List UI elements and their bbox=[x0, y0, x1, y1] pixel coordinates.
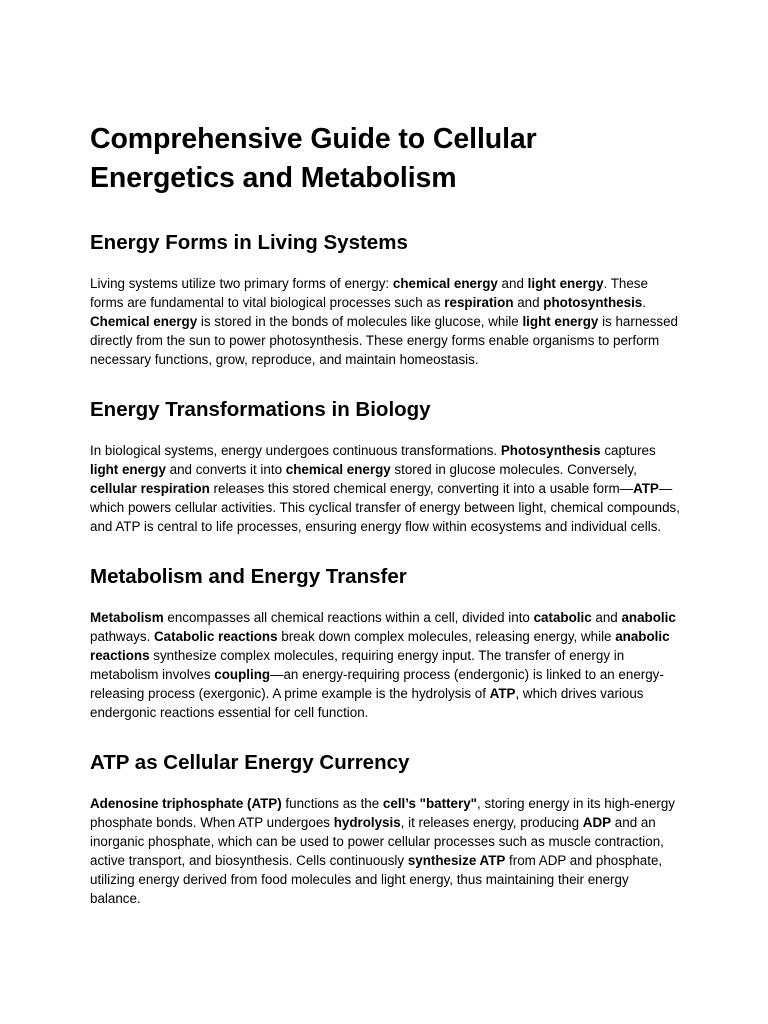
text-run: pathways. bbox=[90, 629, 155, 644]
text-run: . These forms are fundamental to vital biological processes such as bbox=[90, 276, 648, 310]
section-energy-transformations bbox=[90, 396, 680, 536]
bold-term: Catabolic reactions bbox=[154, 629, 278, 644]
section-metabolism bbox=[90, 563, 680, 722]
section-heading: Metabolism and Energy Transfer bbox=[90, 565, 407, 588]
bold-term: catabolic bbox=[533, 610, 592, 625]
bold-term: Adenosine triphosphate (ATP) bbox=[90, 796, 282, 811]
bold-term: synthesize ATP bbox=[407, 853, 506, 868]
bold-term: light energy bbox=[90, 462, 166, 477]
section-heading: ATP as Cellular Energy Currency bbox=[90, 751, 410, 774]
bold-term: light energy bbox=[527, 276, 604, 291]
bold-term: anabolic reactions bbox=[90, 629, 670, 663]
text-run: In biological systems, energy undergoes continuous transformations. bbox=[90, 443, 501, 458]
section-heading: Energy Forms in Living Systems bbox=[90, 231, 408, 254]
text-run: , which drives various endergonic reactions essential for cell function. bbox=[90, 686, 644, 720]
text-run: and bbox=[591, 610, 622, 625]
bold-term: coupling bbox=[214, 667, 271, 682]
bold-term: Chemical energy bbox=[90, 314, 198, 329]
bold-term: cell’s "battery" bbox=[382, 796, 477, 811]
section-paragraph bbox=[90, 274, 680, 369]
text-run: and bbox=[513, 295, 544, 310]
text-run: and an inorganic phosphate, which can be used to power cellular processes such as muscle contraction, active transport, and biosynthesis. Cells continuously bbox=[90, 815, 664, 868]
bold-term: ATP bbox=[489, 686, 516, 701]
text-run: , storing energy in its high-energy phosphate bonds. When ATP undergoes bbox=[90, 796, 675, 830]
bold-term: ATP bbox=[633, 481, 659, 496]
text-run: , it releases energy, producing bbox=[400, 815, 583, 830]
text-run: Living systems utilize two primary forms of energy: bbox=[90, 276, 393, 291]
text-run: —an energy-requiring process (endergonic) is linked to an energy-releasing process (exergonic). A prime example is the hydrolysis of bbox=[90, 667, 664, 701]
text-run: . bbox=[642, 295, 646, 310]
text-run: and bbox=[497, 276, 528, 291]
text-run: and converts it into bbox=[165, 462, 286, 477]
bold-term: ADP bbox=[582, 815, 612, 830]
section-paragraph bbox=[90, 441, 680, 536]
bold-term: chemical energy bbox=[392, 276, 498, 291]
section-atp bbox=[90, 749, 680, 908]
text-run: synthesize complex molecules, requiring energy input. The transfer of energy in metabolism involves bbox=[90, 648, 625, 682]
page-title: Comprehensive Guide to Cellular Energetics and Metabolism bbox=[90, 123, 537, 194]
document-page bbox=[90, 120, 680, 935]
text-run: functions as the bbox=[281, 796, 383, 811]
bold-term: chemical energy bbox=[285, 462, 391, 477]
bold-term: respiration bbox=[444, 295, 514, 310]
section-paragraph bbox=[90, 794, 680, 908]
section-energy-forms bbox=[90, 229, 680, 369]
text-run: is harnessed directly from the sun to power photosynthesis. These energy forms enable organisms to perform necessary functions, grow, reproduce, and maintain homeostasis. bbox=[90, 314, 679, 367]
text-run: break down complex molecules, releasing energy, while bbox=[277, 629, 616, 644]
section-paragraph bbox=[90, 608, 680, 722]
bold-term: photosynthesis bbox=[543, 295, 643, 310]
text-run: —which powers cellular activities. This cyclical transfer of energy between light, chemical compounds, and ATP is central to life processes, ensuring energy flow within ecosystems and individual cells. bbox=[90, 481, 680, 534]
section-heading: Energy Transformations in Biology bbox=[90, 398, 431, 421]
bold-term: light energy bbox=[522, 314, 599, 329]
text-run: releases this stored chemical energy, converting it into a usable form— bbox=[209, 481, 634, 496]
text-run: encompasses all chemical reactions within a cell, divided into bbox=[163, 610, 534, 625]
text-run: from ADP and phosphate, utilizing energy derived from food molecules and light energy, thus maintaining their energy balance. bbox=[90, 853, 663, 906]
text-run: is stored in the bonds of molecules like glucose, while bbox=[197, 314, 523, 329]
bold-term: Photosynthesis bbox=[500, 443, 601, 458]
bold-term: Metabolism bbox=[90, 610, 164, 625]
text-run: stored in glucose molecules. Conversely, bbox=[390, 462, 637, 477]
bold-term: cellular respiration bbox=[90, 481, 210, 496]
bold-term: hydrolysis bbox=[333, 815, 401, 830]
bold-term: anabolic bbox=[621, 610, 676, 625]
text-run: captures bbox=[600, 443, 656, 458]
